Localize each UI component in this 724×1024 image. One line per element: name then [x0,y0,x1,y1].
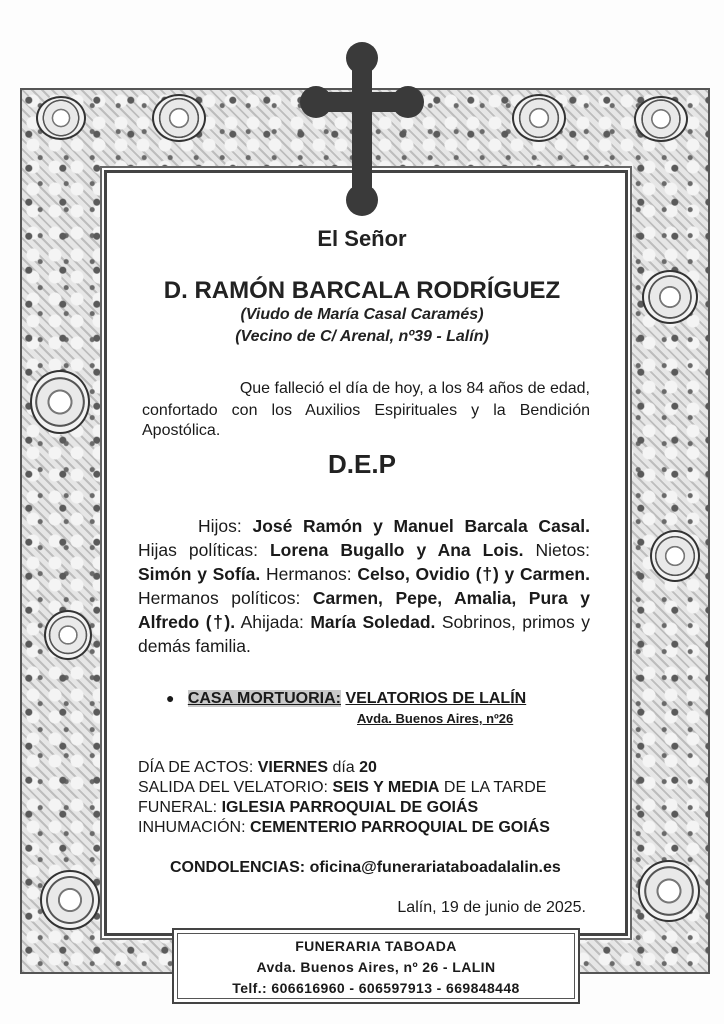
acts-funeral-value: IGLESIA PARROQUIAL DE GOIÁS [221,799,479,816]
family-hijos: José Ramón y Manuel Barcala Casal. [252,516,590,536]
family-hijas-pol-label: Hijas políticas: [138,540,258,560]
rose-ornament [44,610,92,660]
family-ahijada-label: Ahijada: [240,612,304,632]
acts-departure-label: SALIDA DEL VELATORIO: [138,779,328,796]
condolences-label: CONDOLENCIAS: [170,859,306,876]
acts-day-value: VIERNES [257,759,328,776]
dep-heading: D.E.P [328,449,396,479]
page-title: El Señor [317,226,407,251]
date-line: Lalín, 19 de junio de 2025. [397,899,586,916]
family-paragraph [138,514,590,658]
footer-address: Avda. Buenos Aires, nº 26 - LALIN [256,959,496,975]
residence: (Vecino de C/ Arenal, nº39 - Lalín) [235,328,489,345]
family-hermanos-label: Hermanos: [266,564,352,584]
acts-day-rest: día [332,759,355,776]
mortuary-label: CASA MORTUORIA: [187,690,341,707]
acts-departure [138,778,546,798]
rose-ornament [36,96,86,140]
notice-line-2: confortado con los Auxilios Espirituales y la Bendición [142,402,590,419]
footer-box [172,928,580,1004]
condolences-email[interactable]: oficina@funerariataboadalalin.es [309,859,561,876]
family-hermanos: Celso, Ovidio (†) y Carmen. [357,564,590,584]
acts-day-label: DÍA DE ACTOS: [138,759,254,776]
widow-of: (Viudo de María Casal Caramés) [240,306,484,323]
family-nietos: Simón y Sofía. [138,564,261,584]
notice-line-3: Apostólica. [142,422,221,439]
family-hijas-pol: Lorena Bugallo y Ana Lois. [269,540,524,560]
acts-funeral [138,798,478,818]
family-hermanos-pol: Carmen, Pepe, Amalia, Pura y Alfredo (†). [138,588,590,632]
family-rest: Sobrinos, primos y demás familia. [138,612,590,656]
footer-company: FUNERARIA TABOADA [295,938,457,954]
footer-phones: Telf.: 606616960 - 606597913 - 669848448 [232,980,520,996]
acts-burial-label: INHUMACIÓN: [138,819,246,836]
family-hijos-label: Hijos: [198,516,242,536]
acts-departure-value: SEIS Y MEDIA [332,779,440,796]
acts-day [138,758,377,778]
family-nietos-label: Nietos: [535,540,590,560]
acts-burial-value: CEMENTERIO PARROQUIAL DE GOIÁS [250,819,550,836]
mortuary-line [166,690,526,708]
acts-day-number: 20 [359,759,377,776]
notice-line-1: Que falleció el día de hoy, a los 84 años de edad, [239,380,590,397]
deceased-name: D. RAMÓN BARCALA RODRÍGUEZ [163,277,561,304]
rose-ornament [152,94,206,142]
mortuary-address: Avda. Buenos Aires, nº26 [357,711,514,726]
acts-departure-rest: DE LA TARDE [443,779,547,796]
condolences-line [170,859,561,877]
family-ahijada: María Soledad. [310,612,436,632]
family-hermanos-pol-label: Hermanos políticos: [138,588,301,608]
cross-icon [300,42,424,218]
rose-ornament [650,530,700,582]
bullet-icon: ● [166,690,175,706]
acts-funeral-label: FUNERAL: [138,799,218,816]
rose-ornament [30,370,90,434]
mortuary-name: VELATORIOS DE LALÍN [345,690,527,707]
acts-burial [138,818,550,838]
rose-ornament [512,94,566,142]
rose-ornament [638,860,700,922]
rose-ornament [634,96,688,142]
